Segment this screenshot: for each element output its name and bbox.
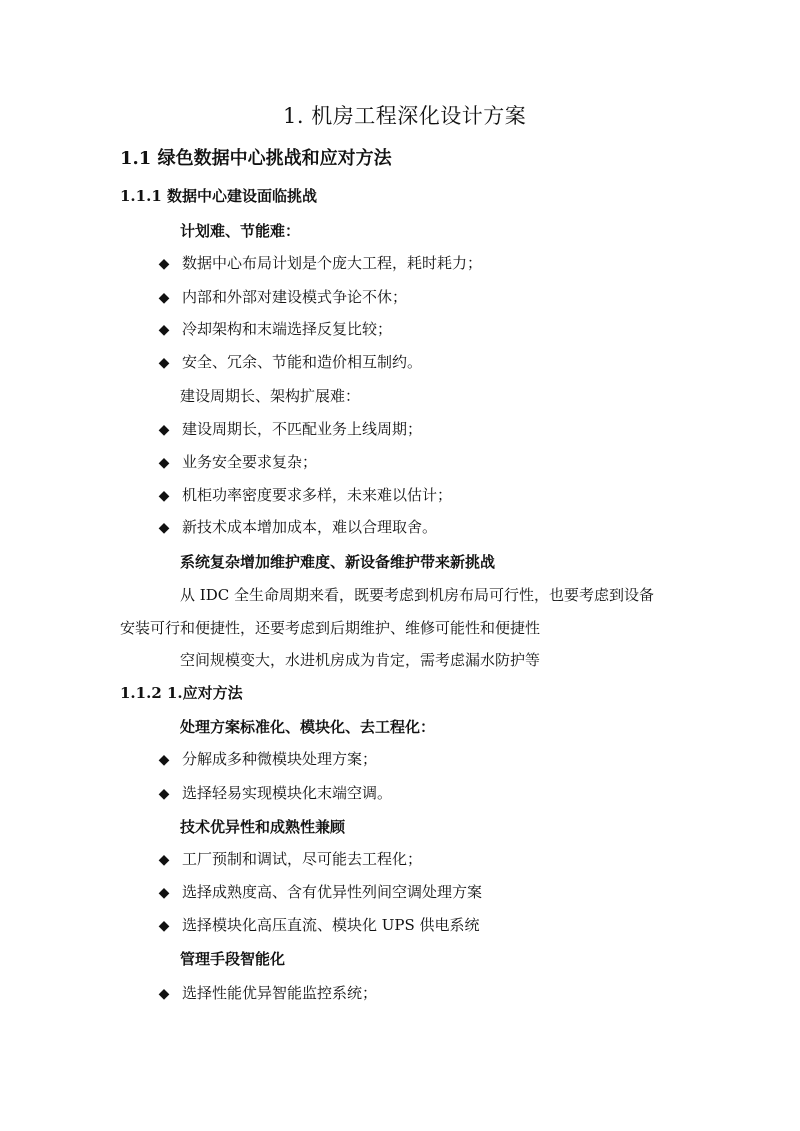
section-heading-1-1-1: 1.1.1 数据中心建设面临挑战 xyxy=(120,187,317,205)
diamond-bullet-icon: ◆ xyxy=(158,454,170,471)
list-item xyxy=(156,290,407,305)
subheading-plan-energy: 计划难、节能难： xyxy=(180,222,301,240)
list-item xyxy=(156,422,422,437)
diamond-bullet-icon: ◆ xyxy=(158,917,170,934)
list-item xyxy=(156,885,482,900)
list-item xyxy=(156,455,317,470)
list-item xyxy=(156,752,377,767)
diamond-bullet-icon: ◆ xyxy=(158,851,170,868)
diamond-bullet-icon: ◆ xyxy=(158,519,170,536)
subheading-standard: 处理方案标准化、模块化、去工程化： xyxy=(180,718,436,736)
list-item xyxy=(156,322,392,337)
list-item xyxy=(156,852,422,867)
subheading-management: 管理手段智能化 xyxy=(180,950,286,968)
list-item-text: 选择成熟度高、含有优异性列间空调处理方案 xyxy=(182,883,483,901)
subheading-cycle: 建设周期长、架构扩展难： xyxy=(180,387,361,405)
diamond-bullet-icon: ◆ xyxy=(158,487,170,504)
paragraph-lifecycle-line2: 安装可行和便捷性，还要考虑到后期维护、维修可能性和便捷性 xyxy=(120,619,541,637)
diamond-bullet-icon: ◆ xyxy=(158,289,170,306)
list-item-text: 业务安全要求复杂； xyxy=(182,453,318,471)
list-item-text: 工厂预制和调试，尽可能去工程化； xyxy=(182,850,423,868)
list-item-text: 机柜功率密度要求多样，未来难以估计； xyxy=(182,486,453,504)
section-heading-1-1-2: 1.1.2 1.应对方法 xyxy=(120,684,243,702)
subheading-maintenance: 系统复杂增加维护难度、新设备维护带来新挑战 xyxy=(180,553,496,571)
list-item-text: 新技术成本增加成本，难以合理取舍。 xyxy=(182,518,438,536)
subheading-tech: 技术优异性和成熟性兼顾 xyxy=(180,818,346,836)
list-item xyxy=(156,355,422,370)
list-item xyxy=(156,520,437,535)
paragraph-space: 空间规模变大，水进机房成为肯定，需考虑漏水防护等 xyxy=(180,651,541,669)
diamond-bullet-icon: ◆ xyxy=(158,354,170,371)
section-heading-1-1: 1.1 绿色数据中心挑战和应对方法 xyxy=(120,148,392,169)
list-item xyxy=(156,986,377,1001)
list-item xyxy=(156,918,480,933)
list-item-text: 数据中心布局计划是个庞大工程，耗时耗力； xyxy=(182,254,483,272)
list-item-text: 内部和外部对建设模式争论不休； xyxy=(182,288,408,306)
list-item-text: 选择模块化高压直流、模块化 UPS 供电系统 xyxy=(182,916,480,934)
list-item xyxy=(156,256,482,271)
list-item xyxy=(156,786,392,801)
list-item xyxy=(156,488,452,503)
list-item-text: 选择性能优异智能监控系统； xyxy=(182,984,378,1002)
list-item-text: 分解成多种微模块处理方案； xyxy=(182,750,378,768)
paragraph-lifecycle-line1: 从 IDC 全生命周期来看，既要考虑到机房布局可行性，也要考虑到设备 xyxy=(180,586,654,604)
diamond-bullet-icon: ◆ xyxy=(158,751,170,768)
diamond-bullet-icon: ◆ xyxy=(158,421,170,438)
diamond-bullet-icon: ◆ xyxy=(158,785,170,802)
list-item-text: 建设周期长，不匹配业务上线周期； xyxy=(182,420,423,438)
diamond-bullet-icon: ◆ xyxy=(158,321,170,338)
list-item-text: 安全、冗余、节能和造价相互制约。 xyxy=(182,353,423,371)
diamond-bullet-icon: ◆ xyxy=(158,985,170,1002)
document-title: 1. 机房工程深化设计方案 xyxy=(283,104,527,128)
list-item-text: 选择轻易实现模块化末端空调。 xyxy=(182,784,393,802)
diamond-bullet-icon: ◆ xyxy=(158,884,170,901)
diamond-bullet-icon: ◆ xyxy=(158,255,170,272)
list-item-text: 冷却架构和末端选择反复比较； xyxy=(182,320,393,338)
